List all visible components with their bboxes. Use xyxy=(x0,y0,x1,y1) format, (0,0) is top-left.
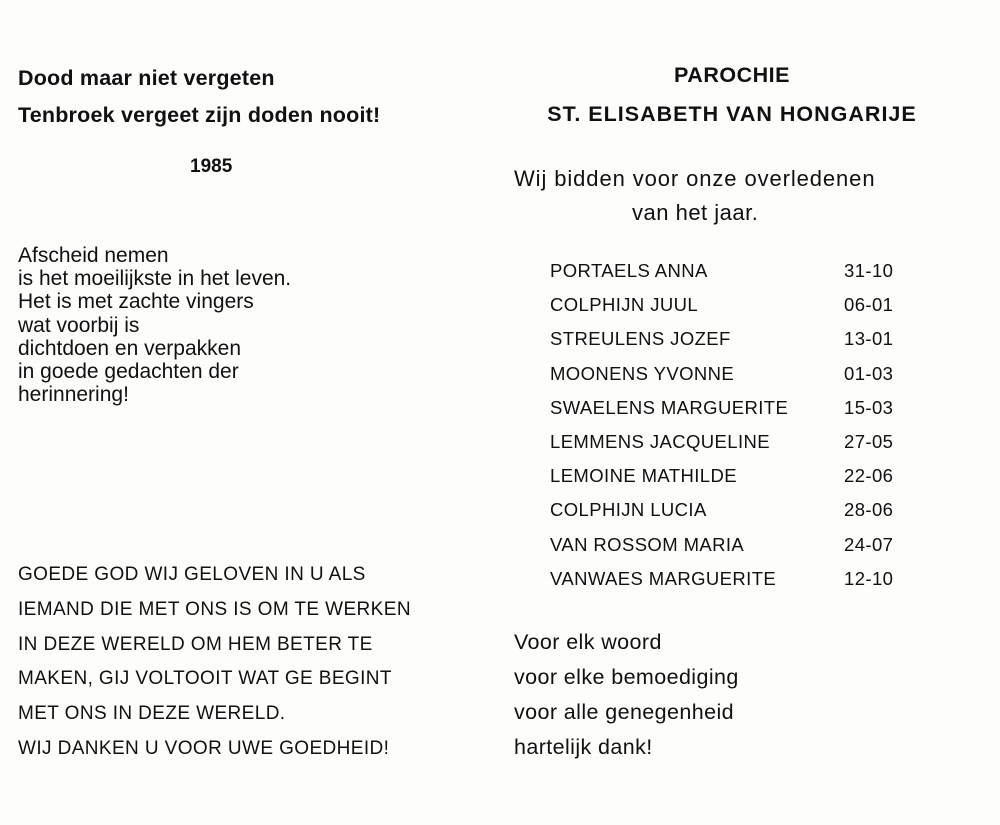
header-line-1: Dood maar niet vergeten xyxy=(18,66,275,90)
poem-line: Afscheid nemen xyxy=(18,244,169,267)
list-item xyxy=(550,568,950,602)
thanks-line: hartelijk dank! xyxy=(514,735,653,759)
header-line-2: Tenbroek vergeet zijn doden nooit! xyxy=(18,103,381,127)
list-item xyxy=(550,499,950,533)
list-item xyxy=(550,397,950,431)
year-label: 1985 xyxy=(190,156,233,177)
farewell-poem xyxy=(18,244,291,406)
prayer-line: GOEDE GOD WIJ GELOVEN IN U ALS xyxy=(18,564,366,585)
deceased-name: MOONENS YVONNE xyxy=(550,362,735,384)
thanks-line: Voor elk woord xyxy=(514,630,662,654)
deceased-date: 13-01 xyxy=(844,328,894,350)
deceased-date: 28-06 xyxy=(844,499,894,521)
list-item xyxy=(550,363,950,397)
deceased-name: LEMOINE MATHILDE xyxy=(550,465,737,487)
deceased-name: VANWAES MARGUERITE xyxy=(550,567,777,589)
deceased-name: STREULENS JOZEF xyxy=(550,328,731,350)
deceased-list xyxy=(550,260,950,602)
list-item xyxy=(550,328,950,362)
deceased-name: VAN ROSSOM MARIA xyxy=(550,533,745,555)
poem-line: in goede gedachten der xyxy=(18,360,239,384)
deceased-date: 31-10 xyxy=(844,260,894,281)
deceased-date: 01-03 xyxy=(844,362,894,384)
deceased-date: 06-01 xyxy=(844,294,894,316)
poem-line: is het moeilijkste in het leven. xyxy=(18,267,292,291)
thanks-line: voor alle genegenheid xyxy=(514,700,734,724)
deceased-name: SWAELENS MARGUERITE xyxy=(550,396,789,418)
prayer-intro-line-1: Wij bidden voor onze overledenen xyxy=(514,166,876,191)
list-item xyxy=(550,431,950,465)
prayer-line: IN DEZE WERELD OM HEM BETER TE xyxy=(18,633,373,655)
list-item xyxy=(550,294,950,328)
deceased-date: 27-05 xyxy=(844,430,894,452)
list-item xyxy=(550,534,950,568)
list-item xyxy=(550,465,950,499)
deceased-date: 24-07 xyxy=(844,533,894,555)
parish-title: PAROCHIE xyxy=(674,63,790,87)
thanks-line: voor elke bemoediging xyxy=(514,665,739,689)
prayer-text xyxy=(18,558,411,767)
prayer-intro-line-2: van het jaar. xyxy=(632,200,759,225)
deceased-date: 12-10 xyxy=(844,567,894,589)
deceased-name: COLPHIJN LUCIA xyxy=(550,499,707,521)
poem-line: herinnering! xyxy=(18,383,129,407)
prayer-line: MAKEN, GIJ VOLTOOIT WAT GE BEGINT xyxy=(18,668,392,690)
parish-name: ST. ELISABETH VAN HONGARIJE xyxy=(547,102,917,126)
poem-line: Het is met zachte vingers xyxy=(18,290,254,314)
deceased-date: 15-03 xyxy=(844,396,894,418)
list-item xyxy=(550,260,950,294)
deceased-name: COLPHIJN JUUL xyxy=(550,294,699,316)
deceased-name: LEMMENS JACQUELINE xyxy=(550,430,770,452)
poem-line: wat voorbij is xyxy=(18,313,140,337)
poem-line: dichtdoen en verpakken xyxy=(18,336,241,360)
prayer-line: IEMAND DIE MET ONS IS OM TE WERKEN xyxy=(18,598,411,620)
thanks-text xyxy=(514,625,739,765)
deceased-date: 22-06 xyxy=(844,465,894,487)
prayer-line: MET ONS IN DEZE WERELD. xyxy=(18,703,286,725)
deceased-name: PORTAELS ANNA xyxy=(550,260,708,281)
prayer-line: WIJ DANKEN U VOOR UWE GOEDHEID! xyxy=(18,737,390,759)
